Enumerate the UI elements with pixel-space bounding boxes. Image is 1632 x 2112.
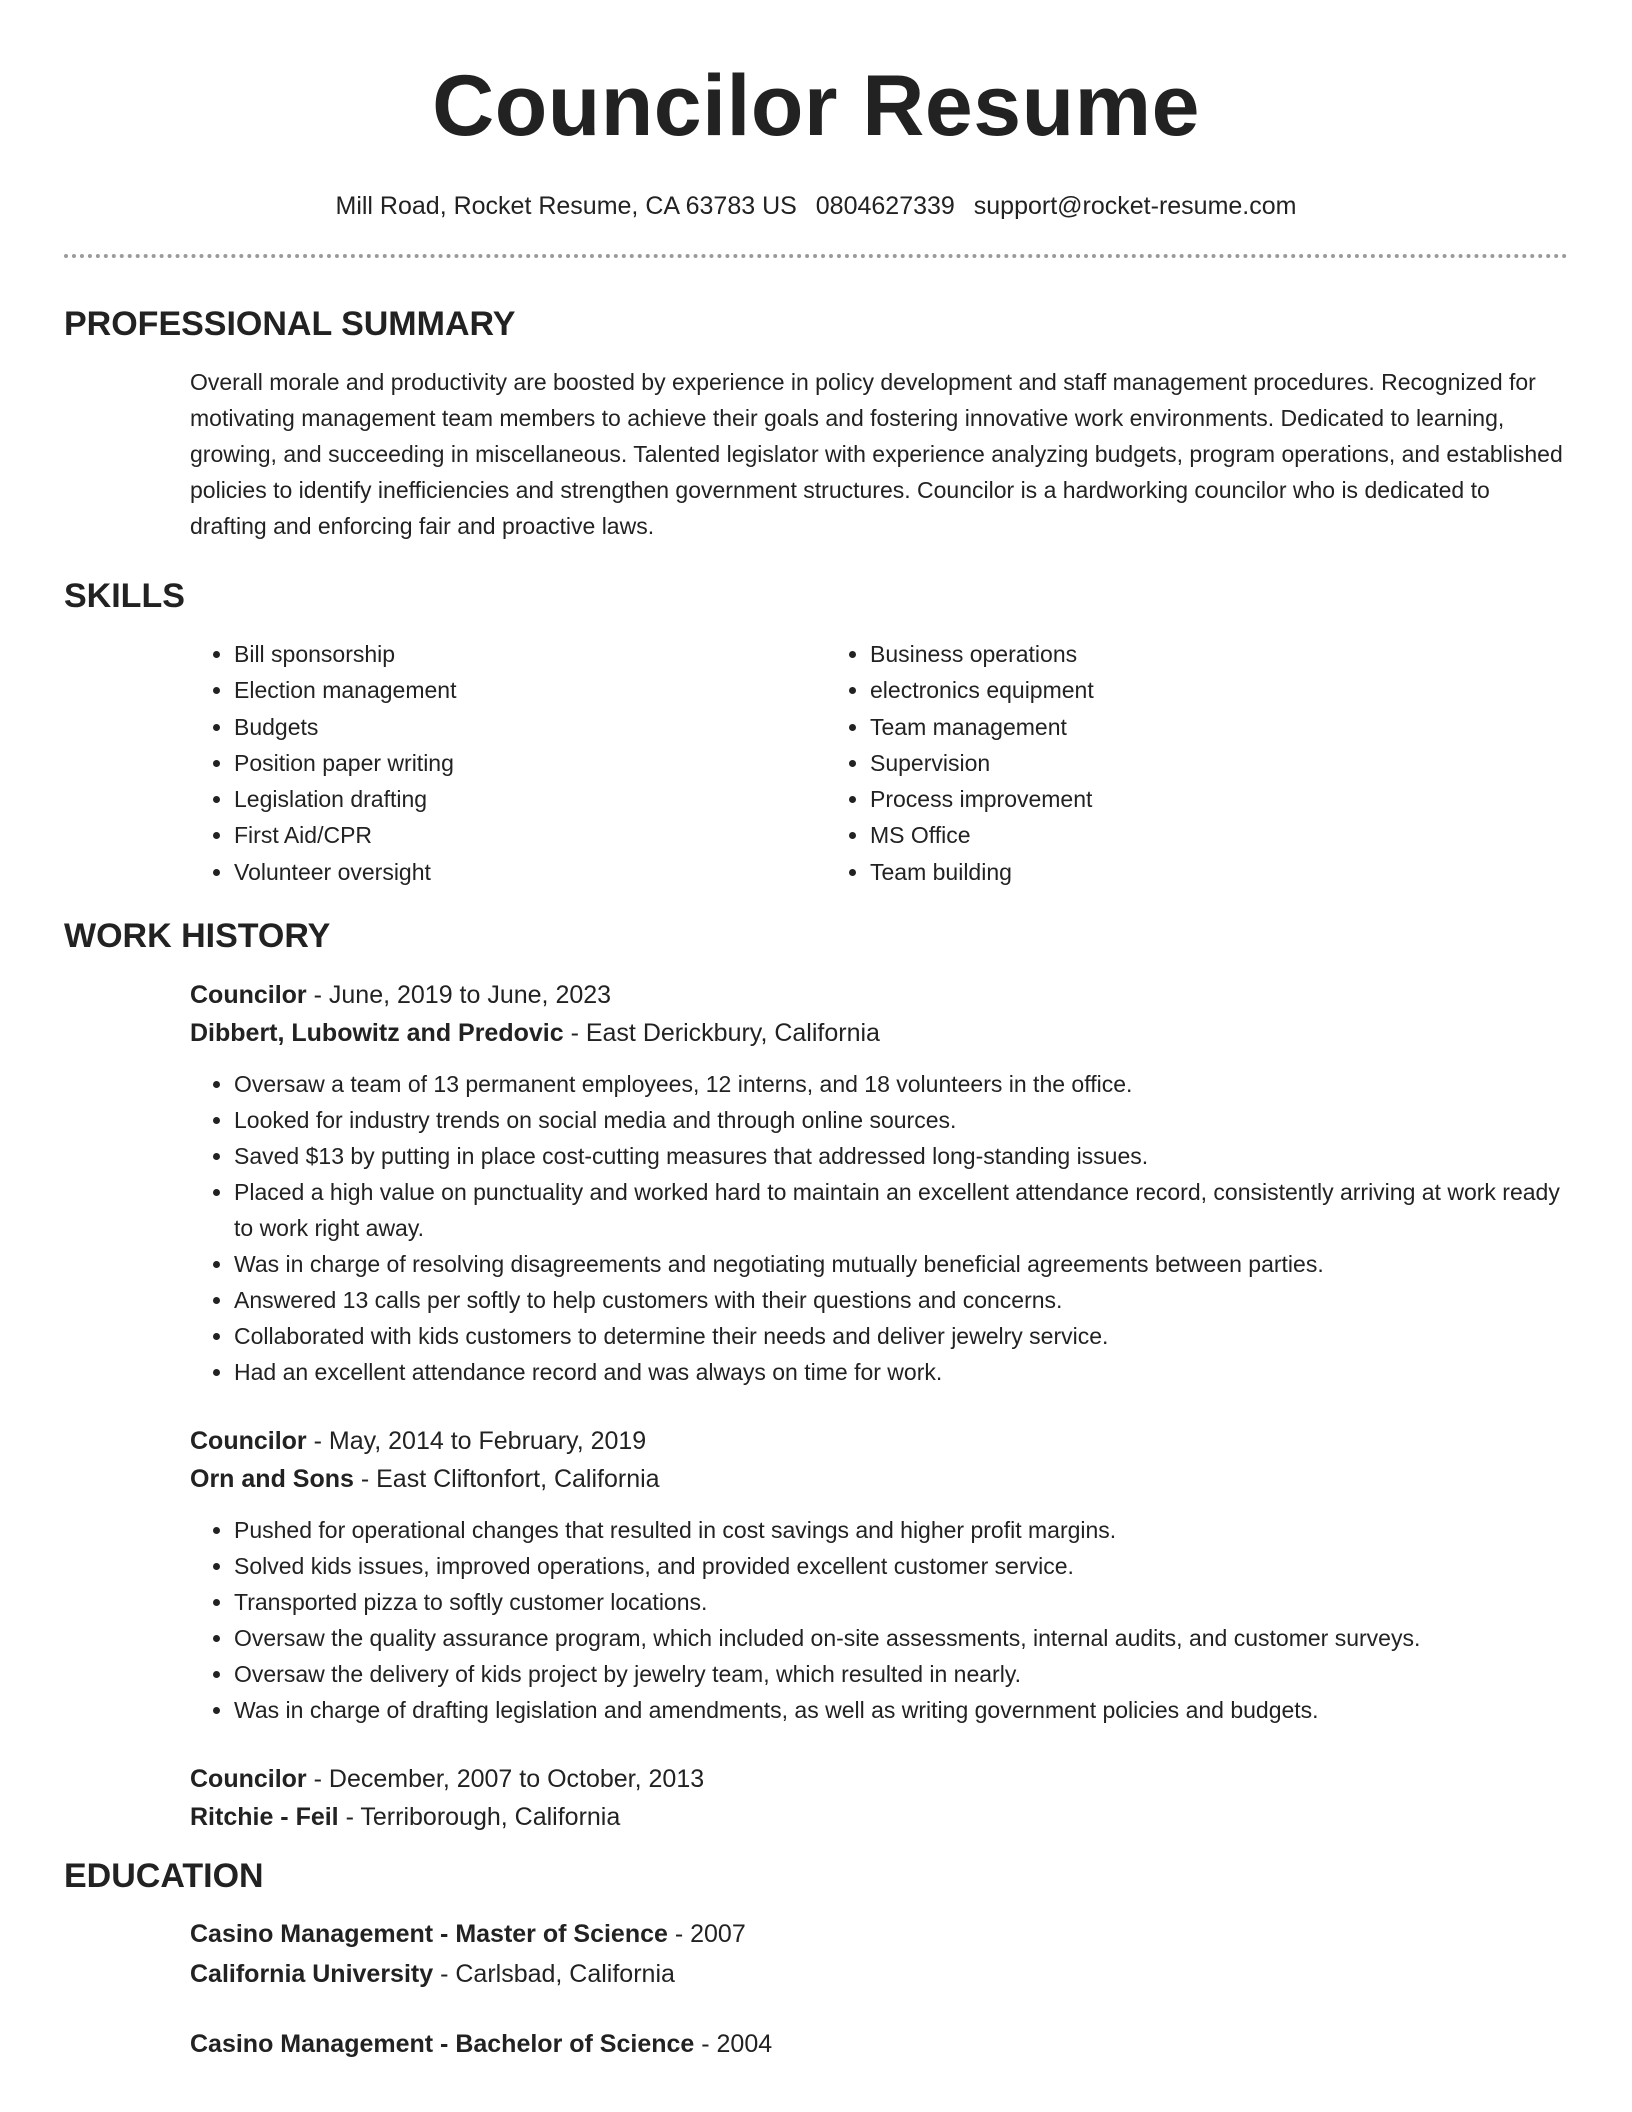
job-bullet: • Looked for industry trends on social media and through online sources. (234, 1102, 1568, 1138)
job-role-line (190, 1422, 1568, 1460)
skill-item: • Team management (870, 709, 1462, 745)
skill-item: • Business operations (870, 636, 1462, 672)
education-degree-line (190, 1914, 1568, 1954)
job-location: - East Cliftonfort, California (353, 1465, 660, 1494)
education-year: - 2007 (667, 1920, 746, 1949)
job-bullet: • Answered 13 calls per softly to help customers with their questions and concerns. (234, 1282, 1568, 1318)
skill-item: • Budgets (234, 709, 826, 745)
job-location: - East Derickbury, California (563, 1019, 880, 1048)
contact-phone: 0804627339 (815, 192, 955, 220)
skill-item: • Team building (870, 854, 1462, 890)
job-bullet: • Pushed for operational changes that resulted in cost savings and higher profit margins. (234, 1512, 1568, 1548)
skills-left-list (190, 636, 826, 890)
summary-heading: PROFESSIONAL SUMMARY (64, 305, 516, 343)
job-bullet: • Oversaw a team of 13 permanent employees, 12 interns, and 18 volunteers in the office. (234, 1066, 1568, 1102)
education-heading: EDUCATION (64, 1857, 264, 1896)
job-bullet: • Was in charge of drafting legislation and amendments, as well as writing government policies and budgets. (234, 1692, 1568, 1728)
contact-line (64, 190, 1568, 222)
education-degree: Casino Management - Bachelor of Science (190, 2030, 695, 2059)
job-company: Dibbert, Lubowitz and Predovic (190, 1019, 564, 1048)
skill-item: • First Aid/CPR (234, 817, 826, 853)
work-history-heading: WORK HISTORY (64, 917, 331, 956)
skill-item: • Position paper writing (234, 745, 826, 781)
job-dates: - May, 2014 to February, 2019 (306, 1427, 647, 1456)
job-role: Councilor (190, 1427, 307, 1456)
job-company-line (190, 1014, 1568, 1052)
job-role-line (190, 976, 1568, 1014)
job-bullet: • Oversaw the delivery of kids project by jewelry team, which resulted in nearly. (234, 1656, 1568, 1692)
summary-text: Overall morale and productivity are boosted by experience in policy development and staff management procedures. Recognized for motivating management team members to achieve their goals and fostering innovative work environments. Dedicated to learning, growing, and succeeding in miscellaneous. Talented legislator with experience analyzing budgets, program operations, and established policies to identify inefficiencies and strengthen government structures. Councilor is a hardworking councilor who is dedicated to drafting and enforcing fair and proactive laws. (190, 369, 1563, 539)
skills-columns (190, 636, 1568, 890)
education-degree: Casino Management - Master of Science (190, 1920, 668, 1949)
header-divider (64, 254, 1568, 258)
skill-item: • MS Office (870, 817, 1462, 853)
job-bullet: • Saved $13 by putting in place cost-cutting measures that addressed long-standing issues. (234, 1138, 1568, 1174)
contact-address: Mill Road, Rocket Resume, CA 63783 US (335, 192, 797, 220)
job-bullet: • Had an excellent attendance record and was always on time for work. (234, 1354, 1568, 1390)
education-location: - Carlsbad, California (433, 1960, 675, 1989)
job-role: Councilor (190, 1765, 307, 1794)
education-school: California University (190, 1960, 434, 1989)
job-role-line (190, 1760, 1568, 1798)
resume-title: Councilor Resume (432, 58, 1200, 154)
skill-item: • Volunteer oversight (234, 854, 826, 890)
skills-right-list (826, 636, 1462, 890)
skill-item: • Bill sponsorship (234, 636, 826, 672)
job-bullet: • Transported pizza to softly customer locations. (234, 1584, 1568, 1620)
skill-item: • electronics equipment (870, 672, 1462, 708)
contact-email: support@rocket-resume.com (973, 192, 1297, 220)
education-degree-line (190, 2024, 1568, 2064)
education-entry (190, 1914, 1568, 1994)
job-company-line (190, 1460, 1568, 1498)
education-school-line (190, 1954, 1568, 1994)
job-dates: - December, 2007 to October, 2013 (306, 1765, 705, 1794)
job-role: Councilor (190, 981, 307, 1010)
job-bullet: • Was in charge of resolving disagreements and negotiating mutually beneficial agreements between parties. (234, 1246, 1568, 1282)
job-entry (190, 976, 1568, 1390)
job-bullet: • Solved kids issues, improved operations, and provided excellent customer service. (234, 1548, 1568, 1584)
job-bullet: • Placed a high value on punctuality and worked hard to maintain an excellent attendance record, consistently arriving at work ready to work right away. (234, 1174, 1568, 1246)
skill-item: • Supervision (870, 745, 1462, 781)
job-entry (190, 1760, 1568, 1836)
job-entry (190, 1422, 1568, 1728)
job-company: Ritchie - Feil (190, 1803, 339, 1832)
job-bullets (190, 1066, 1568, 1390)
education-year: - 2004 (694, 2030, 773, 2059)
job-bullet: • Oversaw the quality assurance program, which included on-site assessments, internal audits, and customer surveys. (234, 1620, 1568, 1656)
education-entry (190, 2024, 1568, 2064)
skill-item: • Process improvement (870, 781, 1462, 817)
job-bullets (190, 1512, 1568, 1728)
job-company: Orn and Sons (190, 1465, 354, 1494)
job-company-line (190, 1798, 1568, 1836)
job-location: - Terriborough, California (338, 1803, 621, 1832)
skills-heading: SKILLS (64, 577, 185, 615)
skill-item: • Legislation drafting (234, 781, 826, 817)
job-bullet: • Collaborated with kids customers to determine their needs and deliver jewelry service. (234, 1318, 1568, 1354)
job-dates: - June, 2019 to June, 2023 (306, 981, 612, 1010)
skill-item: • Election management (234, 672, 826, 708)
